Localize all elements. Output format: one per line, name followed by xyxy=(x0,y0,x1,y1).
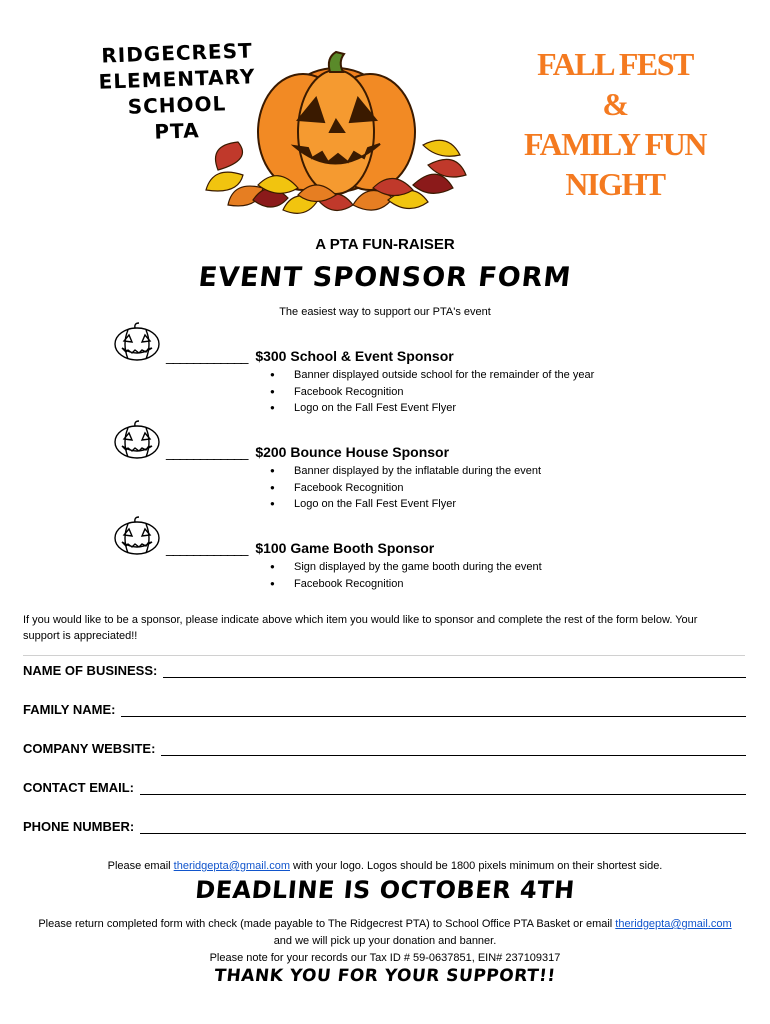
event-name-line: & xyxy=(602,86,628,122)
field-blank[interactable] xyxy=(140,780,746,795)
field-label: CONTACT EMAIL: xyxy=(23,780,134,795)
company-website-field[interactable] xyxy=(23,741,746,756)
field-label: PHONE NUMBER: xyxy=(23,819,135,834)
pumpkin-icon xyxy=(112,420,162,460)
logo-note-text: Please email xyxy=(107,860,174,872)
list-item: ● Facebook Recognition xyxy=(270,576,542,593)
return-line: and we will pick up your donation and banner. xyxy=(273,935,497,947)
school-name-line: ELEMENTARY xyxy=(98,64,256,94)
pumpkin-icon xyxy=(112,322,162,362)
list-item: ● Facebook Recognition xyxy=(270,480,541,497)
tier-title-text: $200 Bounce House Sponsor xyxy=(255,444,450,460)
event-name xyxy=(480,44,750,204)
family-name-field[interactable] xyxy=(23,702,746,717)
list-item: ● Sign displayed by the game booth during the event xyxy=(270,559,542,576)
school-name-line: SCHOOL xyxy=(127,91,227,119)
phone-number-field[interactable] xyxy=(23,819,746,834)
school-name-line: RIDGECREST xyxy=(100,38,254,68)
list-item: ● Logo on the Fall Fest Event Flyer xyxy=(270,496,541,513)
deadline-banner: DEADLINE IS OCTOBER 4TH xyxy=(194,876,576,904)
tier-benefits xyxy=(270,463,541,513)
tier-benefits xyxy=(270,559,542,592)
list-item: ● Banner displayed by the inflatable during the event xyxy=(270,463,541,480)
field-label: COMPANY WEBSITE: xyxy=(23,741,156,756)
list-item: ● Logo on the Fall Fest Event Flyer xyxy=(270,400,594,417)
form-title: EVENT SPONSOR FORM xyxy=(197,262,573,293)
thank-you-message: THANK YOU FOR YOUR SUPPORT!! xyxy=(213,966,557,986)
email-link[interactable]: theridgepta@gmail.com xyxy=(173,860,290,872)
tier-blank[interactable]: ____________ xyxy=(166,444,248,460)
return-text: Please return completed form with check (made payable to The Ridgecrest PTA) to School Office PTA Basket or email xyxy=(38,918,616,930)
field-label: FAMILY NAME: xyxy=(23,702,116,717)
business-name-field[interactable] xyxy=(23,663,746,678)
logo-note-text: with your logo. Logos should be 1800 pixels minimum on their shortest side. xyxy=(290,860,663,872)
list-item: ● Facebook Recognition xyxy=(270,384,594,401)
event-name-line: FALL FEST xyxy=(537,46,693,82)
school-name-line: PTA xyxy=(153,118,201,144)
field-blank[interactable] xyxy=(140,819,746,834)
intro-text: If you would like to be a sponsor, please indicate above which item you would like to sponsor and complete the rest of the form below. Your support is appreciated!! xyxy=(23,614,698,642)
tier-title xyxy=(166,540,434,556)
tier-title-text: $100 Game Booth Sponsor xyxy=(255,540,435,556)
tier-title-text: $300 School & Event Sponsor xyxy=(255,348,454,364)
tier-title xyxy=(166,348,454,364)
return-line xyxy=(20,916,750,933)
tagline: The easiest way to support our PTA's event xyxy=(279,306,491,318)
field-blank[interactable] xyxy=(163,663,746,678)
pumpkin-icon xyxy=(112,516,162,556)
list-item: ● Banner displayed outside school for the remainder of the year xyxy=(270,367,594,384)
jack-o-lantern-illustration xyxy=(198,50,474,220)
tier-title xyxy=(166,444,449,460)
tax-id-note: Please note for your records our Tax ID # 59-0637851, EIN# 237109317 xyxy=(209,952,561,964)
contact-email-field[interactable] xyxy=(23,780,746,795)
return-instructions xyxy=(20,916,750,967)
field-blank[interactable] xyxy=(121,702,746,717)
divider xyxy=(23,655,745,656)
tier-benefits xyxy=(270,367,594,417)
logo-note xyxy=(0,860,770,872)
tier-blank[interactable]: ____________ xyxy=(166,540,248,556)
field-label: NAME OF BUSINESS: xyxy=(23,663,158,678)
fundraiser-label: A PTA FUN-RAISER xyxy=(315,236,455,253)
field-blank[interactable] xyxy=(161,741,746,756)
email-link[interactable]: theridgepta@gmail.com xyxy=(615,918,732,930)
event-name-line: FAMILY FUN NIGHT xyxy=(523,126,707,202)
tier-blank[interactable]: ____________ xyxy=(166,348,248,364)
